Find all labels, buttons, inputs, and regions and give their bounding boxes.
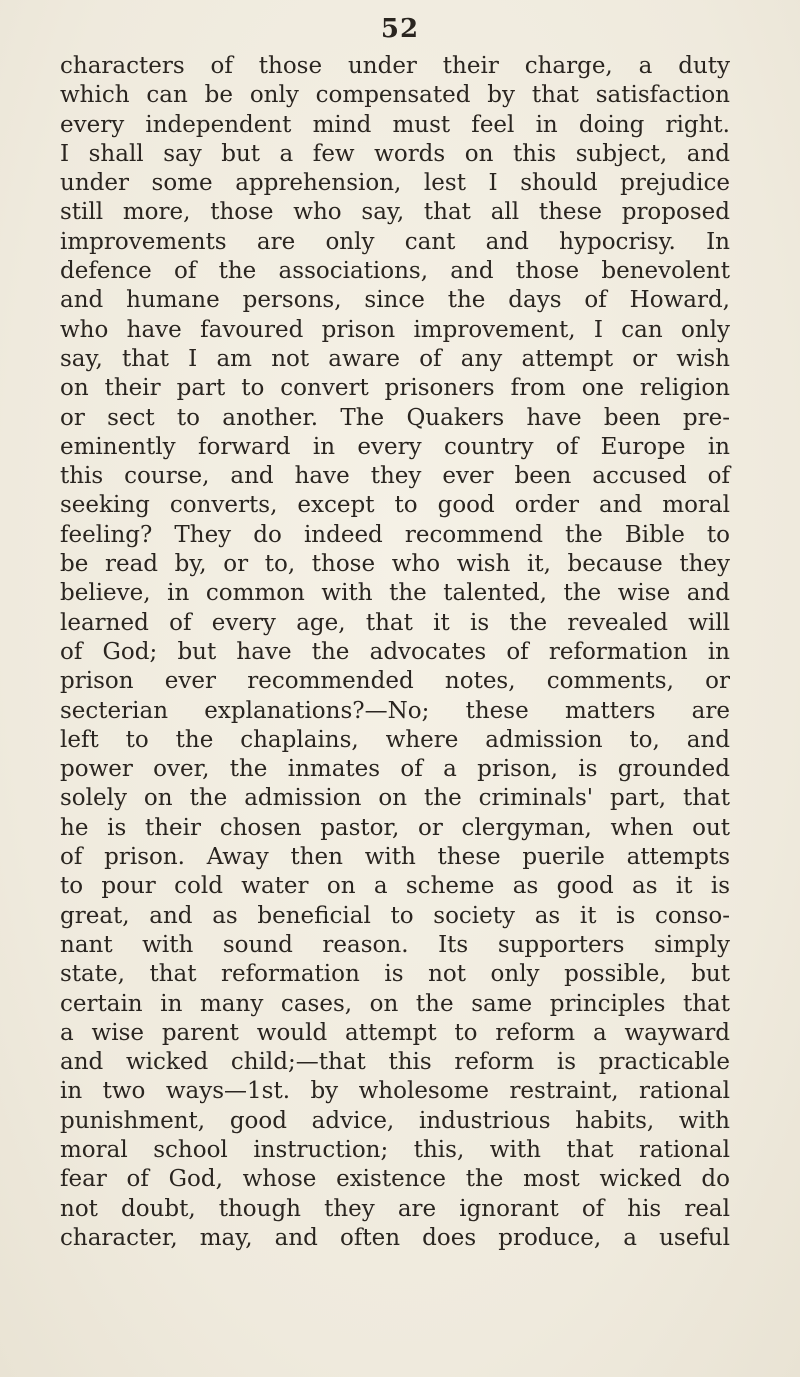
text-line: defence of the associations, and those benevolent — [60, 258, 730, 285]
text-line: seeking converts, except to good order and moral — [60, 492, 730, 519]
text-line: a wise parent would attempt to reform a wayward — [60, 1019, 730, 1046]
text-line: every independent mind must feel in doing right. — [60, 111, 730, 138]
text-line: in two ways—1st. by wholesome restraint, rational — [60, 1078, 730, 1105]
text-line: certain in many cases, on the same principles that — [60, 990, 730, 1017]
text-line: which can be only compensated by that satisfaction — [60, 82, 730, 109]
text-line: eminently forward in every country of Europe in — [60, 433, 730, 460]
text-line: I shall say but a few words on this subject, and — [60, 140, 730, 167]
page-number: 52 — [380, 14, 420, 44]
text-line: still more, those who say, that all these proposed — [60, 199, 730, 226]
text-line: be read by, or to, those who wish it, because they — [60, 551, 730, 578]
text-line: under some apprehension, lest I should prejudice — [60, 170, 730, 197]
text-line: on their part to convert prisoners from one religion — [60, 375, 730, 402]
text-line: improvements are only cant and hypocrisy. In — [60, 228, 730, 255]
text-line: of prison. Away then with these puerile attempts — [60, 844, 730, 871]
text-line: not doubt, though they are ignorant of his real — [60, 1195, 730, 1222]
text-line: or sect to another. The Quakers have been pre- — [60, 404, 730, 431]
text-line: believe, in common with the talented, the wise and — [60, 580, 730, 607]
text-line: nant with sound reason. Its supporters simply — [60, 931, 730, 958]
text-line: learned of every age, that it is the revealed will — [60, 609, 730, 636]
text-line: feeling? They do indeed recommend the Bible to — [60, 521, 730, 548]
text-line: left to the chaplains, where admission to, and — [60, 726, 730, 753]
text-line: this course, and have they ever been accused of — [60, 463, 730, 490]
text-line: and wicked child;—that this reform is practicable — [60, 1049, 730, 1076]
text-line: he is their chosen pastor, or clergyman, when out — [60, 814, 730, 841]
body-text — [60, 52, 730, 1253]
text-line: power over, the inmates of a prison, is grounded — [60, 756, 730, 783]
text-line: secterian explanations?—No; these matters are — [60, 697, 730, 724]
text-line: great, and as beneficial to society as it is conso- — [60, 902, 730, 929]
text-line: character, may, and often does produce, a useful — [60, 1224, 730, 1251]
text-line: to pour cold water on a scheme as good as it is — [60, 873, 730, 900]
text-line: moral school instruction; this, with that rational — [60, 1136, 730, 1163]
text-line: solely on the admission on the criminals' part, that — [60, 785, 730, 812]
text-line: prison ever recommended notes, comments, or — [60, 668, 730, 695]
text-line: punishment, good advice, industrious habits, with — [60, 1107, 730, 1134]
text-line: who have favoured prison improvement, I can only — [60, 316, 730, 343]
text-line: and humane persons, since the days of Howard, — [60, 287, 730, 314]
text-line: characters of those under their charge, a duty — [60, 53, 730, 79]
text-line: say, that I am not aware of any attempt or wish — [60, 345, 730, 372]
text-line: fear of God, whose existence the most wicked do — [60, 1166, 730, 1193]
text-line: of God; but have the advocates of reformation in — [60, 638, 730, 665]
text-line: state, that reformation is not only possible, but — [60, 961, 730, 988]
